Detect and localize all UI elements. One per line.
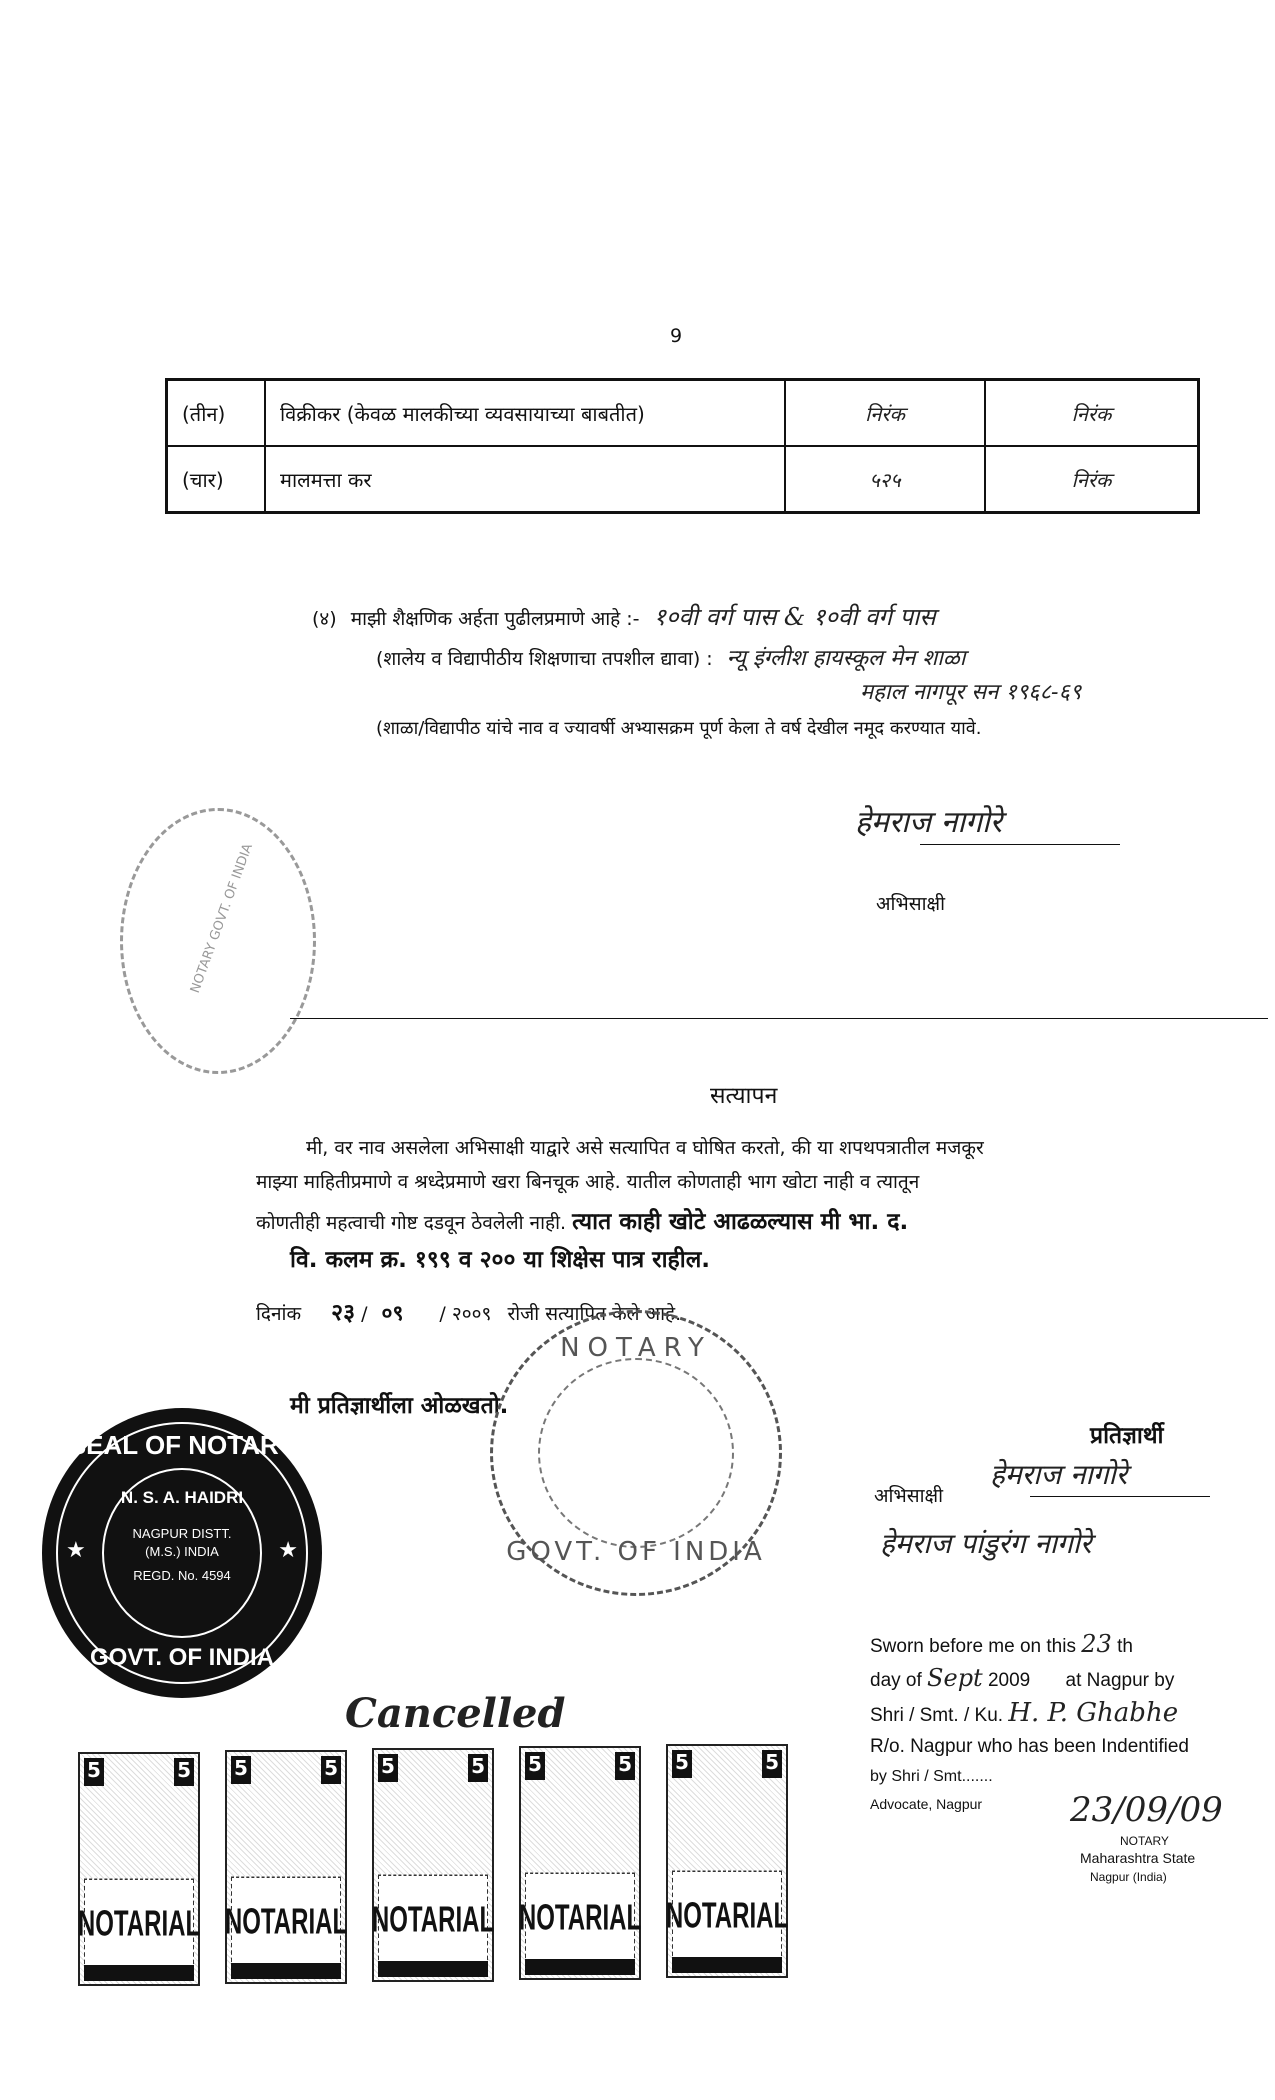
education-line-3: (शाळा/विद्यापीठ यांचे नाव व ज्यावर्षी अभ्यासक्रम पूर्ण केला ते वर्ष देखील नमूद करण्यात यावे.: [376, 718, 982, 739]
left-notary-stamp: [120, 808, 316, 1074]
page-number: 9: [670, 325, 683, 347]
sworn-line-1: [870, 1630, 1133, 1658]
date-label: दिनांक: [256, 1303, 302, 1325]
stamp-footer: [672, 1957, 782, 1973]
date-day: २३: [331, 1300, 356, 1326]
revenue-stamp: [666, 1744, 788, 1978]
revenue-stamp: [225, 1750, 347, 1984]
seal-bottom-text: GOVT. OF INDIA: [89, 1644, 274, 1671]
section-divider: [290, 1018, 1268, 1019]
education-line-2: (शालेय व विद्यापीठीय शिक्षणाचा तपशील द्यावा) :: [376, 648, 713, 670]
stamp-denomination: 5: [84, 1758, 104, 1786]
left-stamp-text: NOTARY GOVT. OF INDIA: [187, 841, 256, 996]
signature-underline: [920, 844, 1120, 845]
seal-state: (M.S.) INDIA: [145, 1544, 219, 1559]
stamp-label: NOTARIAL: [525, 1873, 635, 1966]
star-icon: ★: [278, 1538, 298, 1563]
round-stamp-bottom: GOVT. OF INDIA: [506, 1537, 766, 1567]
affiant-signature-2: हेमराज पांडुरंग नागोरे: [880, 1527, 1092, 1560]
row-value-2: निरंक: [985, 446, 1199, 513]
sworn-line-1-end: th: [1117, 1636, 1133, 1657]
seal-district: NAGPUR DISTT.: [132, 1526, 232, 1541]
education-number: (४): [312, 608, 337, 630]
identification-text: मी प्रतिज्ञार्थीला ओळखतो.: [290, 1393, 509, 1419]
sworn-line-4: R/o. Nagpur who has been Indentified: [870, 1736, 1189, 1757]
education-handwritten-2: न्यू इंग्लीश हायस्कूल मेन शाळा: [726, 646, 966, 671]
verification-title: सत्यापन: [710, 1083, 778, 1109]
affiant-signature-1: हेमराज नागोरे: [990, 1458, 1128, 1491]
sworn-line-3-text: Shri / Smt. / Ku.: [870, 1705, 1004, 1726]
stamp-denomination: 5: [321, 1756, 341, 1784]
deponent-signature: हेमराज नागोरे: [855, 805, 1003, 840]
signature-underline: [1030, 1496, 1210, 1497]
deponent-label: अभिसाक्षी: [876, 893, 946, 915]
education-row-1: [312, 600, 936, 633]
row-value-1: ५२५: [785, 446, 985, 513]
row-value-1: निरंक: [785, 380, 985, 447]
stamp-denomination: 5: [231, 1756, 251, 1784]
education-row-2: [376, 642, 965, 672]
stamp-denomination: 5: [378, 1754, 398, 1782]
notary-signature-date: 23/09/09: [1070, 1790, 1223, 1830]
verification-line-3-plain: कोणतीही महत्वाची गोष्ट दडवून ठेवलेली नाही.: [256, 1212, 567, 1234]
affiant-label: अभिसाक्षी: [874, 1485, 944, 1507]
education-line-1: माझी शैक्षणिक अर्हता पुढीलप्रमाणे आहे :-: [350, 608, 640, 630]
sworn-line-2: [870, 1664, 1174, 1692]
stamp-label: NOTARIAL: [84, 1879, 194, 1972]
round-stamp-top: NOTARY: [560, 1333, 712, 1363]
stamp-denomination: 5: [762, 1750, 782, 1778]
seal-top-text: SEAL OF NOTARY: [68, 1430, 296, 1460]
sworn-line-1-text: Sworn before me on this: [870, 1636, 1076, 1657]
table-row: [167, 446, 1199, 513]
row-label: मालमत्ता कर: [265, 446, 785, 513]
stamp-denomination: 5: [174, 1758, 194, 1786]
sworn-line-2-end: at Nagpur by: [1065, 1670, 1175, 1691]
sworn-line-3: [870, 1698, 1178, 1728]
sworn-year: 2009: [987, 1670, 1031, 1691]
stamp-footer: [84, 1965, 194, 1981]
sworn-line-6: Advocate, Nagpur: [870, 1796, 983, 1812]
verification-date: दिनांक २३ / ०९ / २००९ रोजी सत्यापित केले आहे.: [256, 1300, 682, 1326]
sworn-line-2-text: day of: [870, 1670, 922, 1691]
affiant-title: प्रतिज्ञार्थी: [1090, 1423, 1164, 1449]
table-row: [167, 380, 1199, 447]
sworn-name: H. P. Ghabhe: [1008, 1698, 1179, 1728]
revenue-stamp: [372, 1748, 494, 1982]
education-handwritten-3: महाल नागपूर सन १९६८-६९: [860, 680, 1082, 705]
verification-line-2: माझ्या माहितीप्रमाणे व श्रध्देप्रमाणे खरा बिनचूक आहे. यातील कोणताही भाग खोटा नाही व त्यातून: [256, 1171, 920, 1193]
seal-name: N. S. A. HAIDRI: [120, 1488, 244, 1507]
sworn-day: 23: [1081, 1630, 1112, 1658]
date-month: ०९: [381, 1301, 404, 1325]
tax-table: [165, 378, 1200, 514]
date-suffix: रोजी सत्यापित केले आहे.: [507, 1303, 682, 1325]
stamp-denomination: 5: [615, 1752, 635, 1780]
verification-line-4: वि. कलम क्र. १९९ व २०० या शिक्षेस पात्र राहील.: [290, 1247, 711, 1273]
verification-line-3-bold: त्यात काही खोटे आढळल्यास मी भा. द.: [572, 1209, 909, 1235]
row-value-2: निरंक: [985, 380, 1199, 447]
date-year: / २००९: [439, 1303, 492, 1325]
stamp-denomination: 5: [525, 1752, 545, 1780]
notary-city: Nagpur (India): [1090, 1870, 1167, 1884]
notary-state: Maharashtra State: [1080, 1850, 1196, 1866]
sworn-month: Sept: [927, 1664, 983, 1692]
revenue-stamp: [78, 1752, 200, 1986]
stamp-label: NOTARIAL: [672, 1871, 782, 1964]
verification-line-1: मी, वर नाव असलेला अभिसाक्षी याद्वारे असे सत्यापित व घोषित करतो, की या शपथपत्रातील मजकूर: [306, 1137, 984, 1159]
sworn-line-5: by Shri / Smt.......: [870, 1768, 993, 1785]
row-index: (चार): [167, 446, 266, 513]
round-notary-stamp: [490, 1310, 782, 1596]
cancel-mark: Cancelled: [345, 1690, 566, 1737]
stamp-footer: [378, 1961, 488, 1977]
verification-line-3: [256, 1204, 908, 1236]
stamp-footer: [525, 1959, 635, 1975]
seal-regd: REGD. No. 4594: [133, 1568, 231, 1583]
row-label: विक्रीकर (केवळ मालकीच्या व्यवसायाच्या बाबतीत): [265, 380, 785, 447]
revenue-stamp: [519, 1746, 641, 1980]
stamp-label: NOTARIAL: [231, 1877, 341, 1970]
stamp-denomination: 5: [672, 1750, 692, 1778]
notary-seal: [42, 1408, 322, 1698]
notary-label: NOTARY: [1120, 1834, 1169, 1848]
education-handwritten-1: १०वी वर्ग पास & १०वी वर्ग पास: [653, 603, 936, 631]
row-index: (तीन): [167, 380, 266, 447]
stamp-footer: [231, 1963, 341, 1979]
star-icon: ★: [66, 1538, 86, 1563]
stamp-label: NOTARIAL: [378, 1875, 488, 1968]
stamp-denomination: 5: [468, 1754, 488, 1782]
